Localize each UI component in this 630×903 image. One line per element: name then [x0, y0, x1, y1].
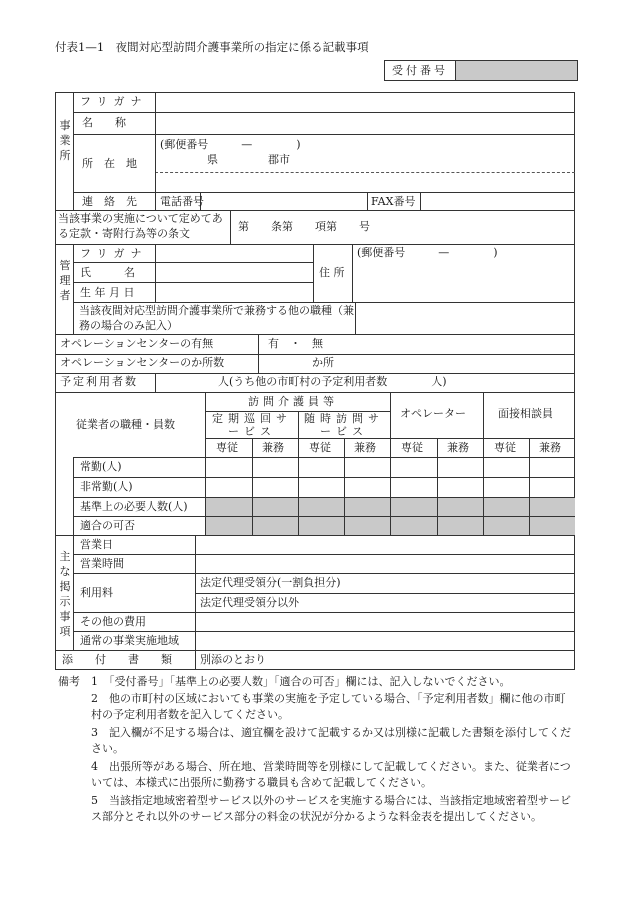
manager-postal-code[interactable]: (郵便番号 — ) — [357, 246, 498, 259]
service-area-label: 通常の事業実施地域 — [80, 634, 179, 647]
operator-header: オペレーター — [400, 407, 466, 420]
manager-section-label: 管理者 — [59, 259, 71, 302]
office-phone-field[interactable] — [201, 193, 366, 209]
operation-center-presence-label: オペレーションセンターの有無 — [60, 337, 214, 350]
business-hours-label: 営業時間 — [80, 557, 124, 570]
staff-row-required-count: 基準上の必要人数(人) — [80, 500, 188, 513]
regular-patrol-service-header: 定期巡回サービス — [212, 412, 292, 438]
attachment-label: 添 付 書 類 — [62, 653, 172, 666]
note-1: 1 「受付番号」「基準上の必要人数」「適合の可否」欄には、記入しないでください。 — [91, 675, 511, 688]
operation-center-count-label: オペレーションセンターのか所数 — [60, 356, 225, 369]
manager-name-label: 氏 名 — [80, 266, 135, 279]
concurrent-header: 兼務 — [539, 441, 561, 454]
office-furigana-field[interactable] — [156, 93, 574, 111]
manager-birthdate-label: 生 年 月 日 — [80, 286, 135, 299]
manager-concurrent-duties-field[interactable] — [356, 303, 574, 333]
office-name-label: 名 称 — [82, 116, 126, 129]
office-fax-label: FAX番号 — [371, 195, 416, 208]
staff-row-eligibility: 適合の可否 — [80, 519, 135, 532]
manager-concurrent-duties-label: 当該夜間対応型訪問介護事業所で兼務する他の職種（兼務の場合のみ記入） — [79, 304, 354, 332]
other-costs-label: その他の費用 — [80, 615, 146, 628]
interview-counselor-header: 面接相談員 — [498, 407, 553, 420]
fulltime-header: 専従 — [494, 441, 516, 454]
manager-furigana-field[interactable] — [156, 245, 312, 261]
office-fax-field[interactable] — [421, 193, 574, 209]
operation-center-presence-value[interactable]: 有 ・ 無 — [268, 337, 323, 350]
receipt-number-label: 受付番号 — [384, 60, 456, 81]
article-value[interactable]: 第 条第 項第 号 — [238, 220, 370, 233]
operation-center-count-unit: か所 — [312, 356, 334, 369]
receipt-number-field[interactable] — [455, 60, 578, 81]
office-furigana-label: フリガナ — [80, 95, 148, 108]
office-address-label: 所 在 地 — [82, 157, 137, 170]
business-hours-field[interactable] — [196, 555, 574, 572]
fulltime-header: 専従 — [309, 441, 331, 454]
office-postal-code[interactable]: (郵便番号 — ) — [160, 138, 301, 151]
fulltime-header: 専従 — [401, 441, 423, 454]
staff-row-parttime: 非常勤(人) — [80, 480, 133, 493]
note-2: 2 他の市町村の区域においても事業の実施を予定している場合、「予定利用者数」欄に他の市町村の予定利用者数を記入してください。 — [91, 692, 566, 721]
office-county-city-label: 郡市 — [268, 153, 290, 166]
concurrent-header: 兼務 — [447, 441, 469, 454]
attachment-value: 別添のとおり — [200, 653, 266, 666]
office-contact-label: 連 絡 先 — [82, 195, 137, 208]
office-name-field[interactable] — [156, 113, 574, 133]
fee-other-label: 法定代理受領分以外 — [200, 596, 299, 609]
manager-birthdate-field[interactable] — [156, 283, 312, 301]
other-costs-field[interactable] — [196, 613, 574, 630]
manager-furigana-label: フリガナ — [80, 247, 148, 260]
note-5: 5 当該指定地域密着型サービス以外のサービスを実施する場合には、当該指定地域密着型サービス部分とそれ以外のサービス部分の料金の状況が分かるような料金表を提出してください。 — [91, 794, 571, 823]
office-section-label: 事業所 — [59, 119, 71, 162]
staff-composition-label: 従業者の職種・員数 — [76, 418, 175, 431]
note-4: 4 出張所等がある場合、所在地、営業時間等を別様にして記載してください。また、従業者については、本様式に出張所に勤務する職員も含めて記載してください。 — [91, 760, 571, 789]
concurrent-header: 兼務 — [354, 441, 376, 454]
manager-residence-label: 住 所 — [319, 266, 345, 279]
fees-label: 利用料 — [80, 586, 113, 599]
business-days-label: 営業日 — [80, 538, 113, 551]
office-prefecture-label: 県 — [207, 153, 218, 166]
concurrent-header: 兼務 — [262, 441, 284, 454]
service-area-field[interactable] — [196, 632, 574, 649]
planned-users-value[interactable]: 人(うち他の市町村の予定利用者数 人) — [218, 375, 447, 388]
planned-users-label: 予定利用者数 — [60, 375, 138, 388]
postings-section-label: 主な掲示事項 — [59, 550, 71, 638]
note-3: 3 記入欄が不足する場合は、適宜欄を設けて記載するか又は別様に記載した書類を添付してください。 — [91, 726, 571, 755]
fee-proxy-partial-label: 法定代理受領分(一割負担分) — [200, 576, 341, 589]
article-label: 当該事業の実施について定めてある定款・寄附行為等の条文 — [58, 212, 223, 240]
office-address-detail-field[interactable] — [156, 173, 574, 191]
on-demand-visit-service-header: 随時訪問サービス — [304, 412, 384, 438]
home-visit-caregivers-header: 訪問介護員等 — [248, 395, 338, 408]
form-title: 付表1—1 夜間対応型訪問介護事業所の指定に係る記載事項 — [55, 40, 369, 54]
notes-heading: 備考 — [58, 675, 80, 688]
manager-name-field[interactable] — [156, 263, 312, 281]
staff-row-fulltime: 常勤(人) — [80, 460, 122, 473]
business-days-field[interactable] — [196, 536, 574, 553]
office-phone-label: 電話番号 — [160, 195, 204, 208]
staff-count-input-cells[interactable] — [206, 458, 575, 496]
fulltime-header: 専従 — [216, 441, 238, 454]
